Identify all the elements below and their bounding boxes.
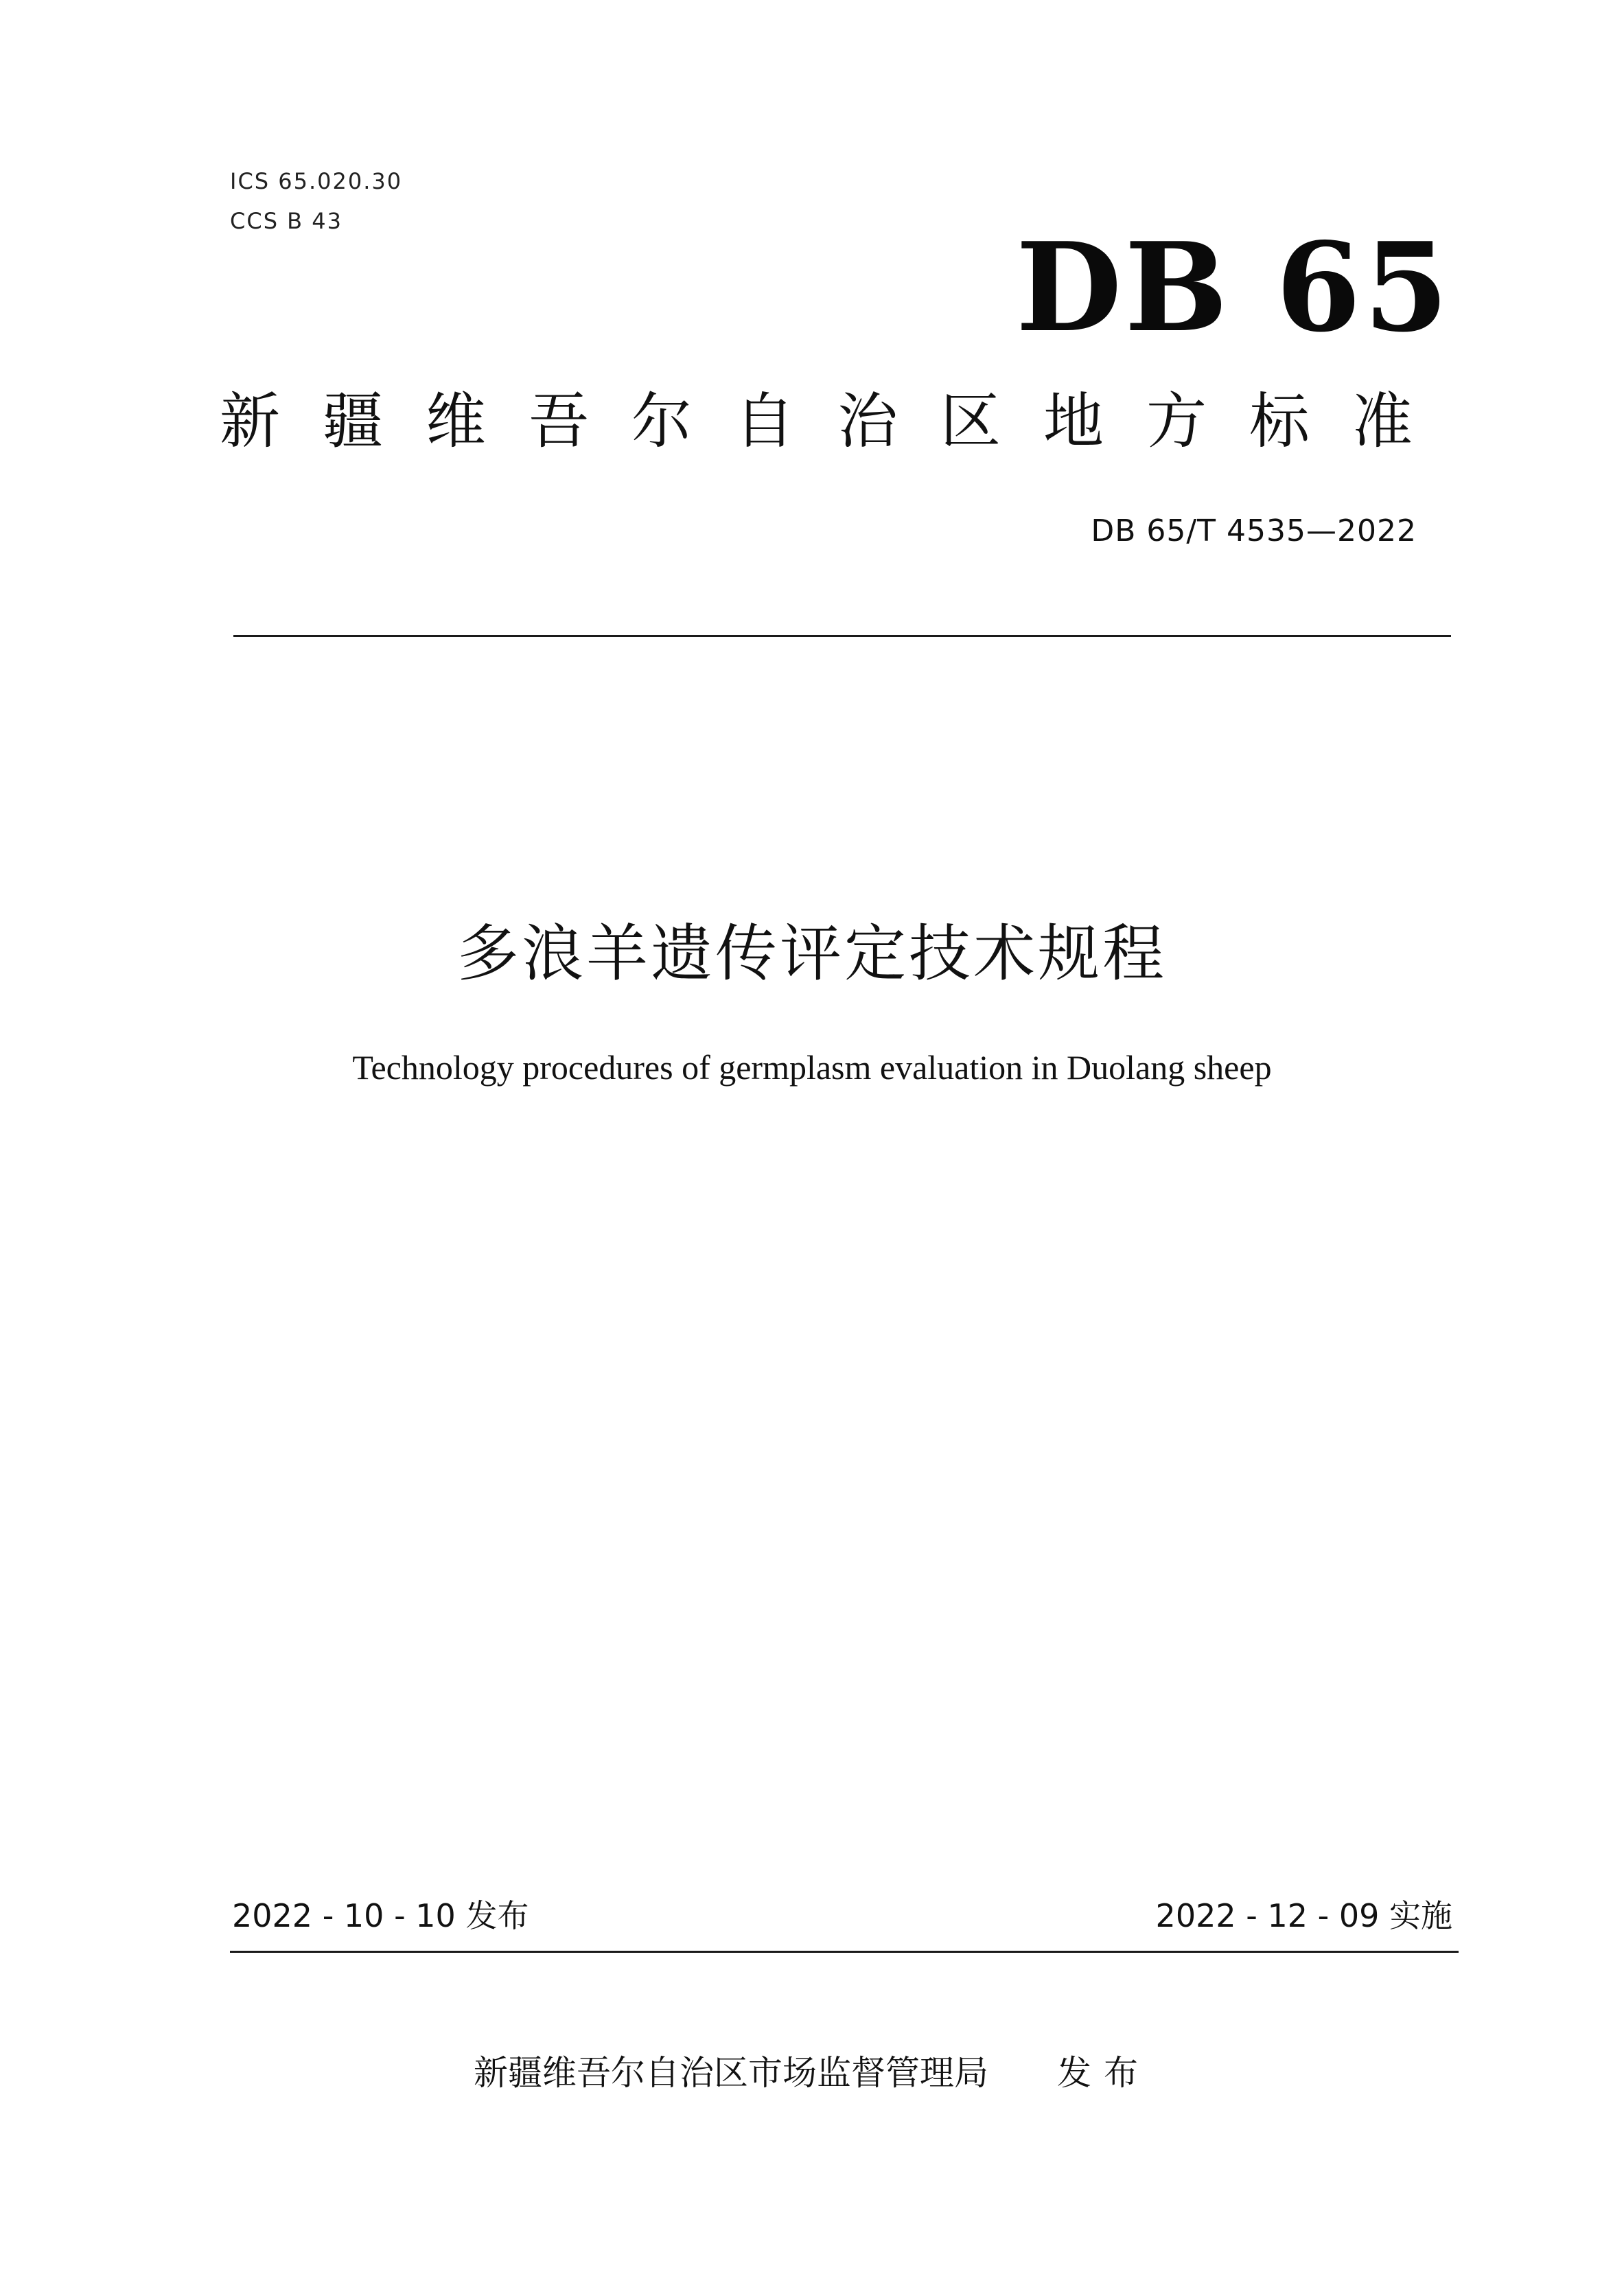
- db-logo: DB 65: [1016, 216, 1452, 359]
- document-title-english: Technology procedures of germplasm evaluation in Duolang sheep: [352, 1048, 1272, 1087]
- issuer-banner: 新疆维吾尔自治区地方标准: [220, 386, 1456, 456]
- release-date: 2022 - 10 - 10 发布: [232, 1897, 529, 1934]
- publisher-name: 新疆维吾尔自治区市场监督管理局: [474, 2053, 988, 2093]
- ccs-code: CCS B 43: [230, 208, 343, 234]
- publisher-line: [0, 2053, 1624, 2093]
- top-divider: [233, 635, 1451, 637]
- document-title-chinese: 多浪羊遗传评定技术规程: [457, 918, 1167, 990]
- ics-code: ICS 65.020.30: [230, 168, 403, 194]
- bottom-divider: [230, 1951, 1459, 1953]
- publish-action: 发布: [1057, 2053, 1150, 2093]
- standard-number: DB 65/T 4535—2022: [1091, 513, 1417, 548]
- effective-date: 2022 - 12 - 09 实施: [1155, 1897, 1452, 1934]
